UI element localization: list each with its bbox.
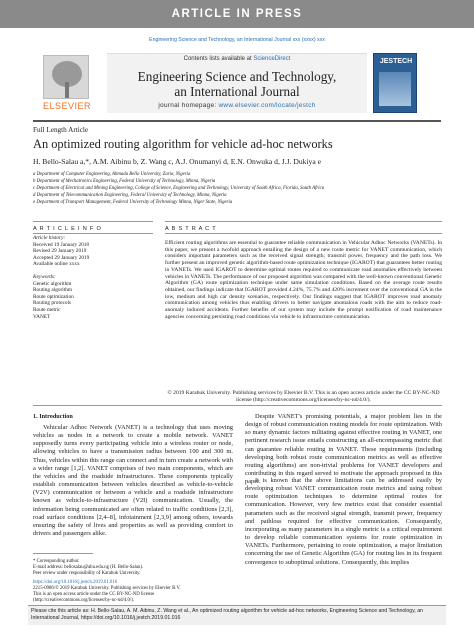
history-label: Article history:: [33, 235, 66, 241]
journal-title: [107, 69, 367, 99]
journal-title-line2: an International Journal: [174, 84, 300, 99]
info-mid-rule: [33, 233, 153, 234]
masthead-divider: [33, 120, 441, 122]
journal-cover-image: [373, 53, 417, 113]
article-in-press-banner: ARTICLE IN PRESS: [0, 0, 474, 28]
history-revised: Revised 29 January 2019: [33, 248, 87, 255]
license-line: This is an open access article under the CC BY-NC-ND license (http://creativecommons.org/licenses/by-nc-nd/4.0/).: [33, 592, 155, 603]
history-accepted: Accepted 29 January 2019: [33, 254, 90, 261]
intro-left-paragraph: Vehicular Adhoc Network (VANET) is a technology that uses moving vehicles as nodes in a network to create a mobile network. VANET supposedly turns every participating vehicle into a wireless router or node, allowing vehicles to have a transmission radius between 100 and 300 m. Thus, vehicles within this range can connect and in turn create a network with a wider range [1,2]. VANET comprises of two main components, which are the vehicles and the roadside infrastructures. These components typically establish communication between vehicles described as vehicle-to-vehicle (V2V) communication or between a vehicle and a roadside infrastructure known as vehicle-to-infrastructure (V2I) communication. Usually, the information being communicated are often related to traffic conditions [2,3], road surface conditions [2,4–8], infotainment [2,3,9] among others, towards ensuring the safety of lives and properties as well as providing comfort to drivers and passengers alike.: [33, 424, 233, 538]
journal-homepage: [107, 102, 367, 109]
corresponding-author: * Corresponding author.: [33, 559, 80, 564]
abstract-mid-rule: [165, 233, 442, 234]
affiliation-d: d Department of Telecommunication Engineering, Federal University of Technology, Minna, Nigeria: [33, 193, 227, 198]
doi-link[interactable]: https://doi.org/10.1016/j.jestch.2019.01.016: [33, 580, 118, 585]
cover-label: JESTECH: [379, 58, 413, 65]
keyword: Route metric: [33, 306, 61, 313]
abstract-top-rule: [165, 221, 442, 222]
affiliation-a: a Department of Computer Engineering, Ahmadu Bello University, Zaria, Nigeria: [33, 172, 191, 177]
abstract-bottom-rule: [33, 405, 442, 406]
journal-masthead: [33, 53, 441, 120]
keyword: Genetic algorithm: [33, 280, 72, 287]
history-online: Available online xxxx: [33, 261, 80, 268]
intro-heading: 1. Introduction: [33, 413, 73, 420]
abstract-heading: A B S T R A C T: [165, 226, 217, 232]
author-list: H. Bello-Salau a,*, A.M. Aibinu b, Z. Wang c, A.J. Onumanyi d, E.N. Onwuka d, J.J. Dukiya e: [33, 157, 321, 166]
elsevier-tree-icon: [43, 55, 89, 99]
article-info: [33, 235, 153, 320]
journal-title-block: [107, 53, 367, 113]
cover-artwork: [379, 72, 411, 106]
contents-line: [107, 56, 367, 62]
citation-box: Please cite this article as: H. Bello-Salau, A. M. Aibinu, Z. Wang et al., An optimized routing algorithm for vehicle ad-hoc networks, Engineering Science and Technology, an International Journal, https://doi.org/10.1016/j.jestch.2019.01.016: [28, 605, 446, 625]
issn-line: 2215-0986/© 2019 Karabuk University. Publishing services by Elsevier B.V.: [33, 586, 181, 591]
info-top-rule: [33, 221, 153, 222]
article-title: An optimized routing algorithm for vehicle ad-hoc networks: [33, 137, 333, 151]
abstract-copyright: © 2019 Karabuk University. Publishing services by Elsevier B.V. This is an open access article under the CC BY-NC-ND license (http://creativecommons.org/licenses/by-nc-nd/4.0/).: [167, 390, 440, 403]
keyword: Routing protocols: [33, 300, 72, 307]
affiliation-b: b Department of Mechatronics Engineering, Federal University of Technology, Minna, Nigeria: [33, 179, 216, 184]
peer-review-note: Peer review under responsibility of Karabuk University.: [33, 571, 141, 576]
abstract-text: Efficient routing algorithms are essential to guarantee reliable communication in Vehicular Adhoc Networks (VANETs). In this paper, we present a twofold approach entailing the design of a new route metric for VANET communication, which considers important parameters such as the received signal strength; transmit power, frequency and the path loss. We further present an improved genetic algorithm-based route optimization technique (IGAROT) that guarantees better routing in VANETs. We used IGAROT to determine optimal routes required to communicate road anomalies effectively between vehicles in VANETs. The performance of our proposed algorithm was compared with the well-known conventional Genetic Algorithm (GA) route optimization technique under same simulation conditions. Based on the average route results obtained, our findings indicate that IGAROT provided 4.24%, 75.7% and 420% increment over the conventional GA in the low, medium and high car density scenarios, respectively. Our findings suggest that IGAROT improves road anomaly communication among vehicles thus enabling drivers to better navigate anomalous roads with the aim to reduce road-anomaly induced accidents. Further benefits of our system may include the prompt notification of road maintenance agencies concerning persisting road conditions via vehicle to infrastructure communication.: [165, 240, 442, 320]
publisher-name: ELSEVIER: [42, 101, 92, 111]
keyword: Routing algorithm: [33, 287, 72, 294]
intro-right-paragraph-2: It is known that the above limitations can be addressed easily by developing robust VANET communication route metrics and using robust route optimization techniques to determine optimal routes for communication. However, very few metrics exist that consider essential parameters such as the received signal strength, transmit power, frequency and pathloss required for effective communication. Consequently, incorporating as many parameters in a single metric is a critical requirement to develop reliable communication systems for route optimization in VANETs. Furthermore, pertaining to route optimization, a major limitation concerning the use of Genetic Algorithm (GA) for routing lies in its frequent convergence to suboptimal solutions. Consequently, this implies: [245, 477, 442, 566]
article-type: Full Length Article: [33, 126, 89, 134]
sciencedirect-link[interactable]: ScienceDirect: [253, 56, 291, 62]
journal-title-line1: Engineering Science and Technology,: [137, 69, 337, 84]
journal-citation-link[interactable]: Engineering Science and Technology, an International Journal xxx (xxxx) xxx: [149, 37, 325, 43]
affiliations: [33, 171, 413, 206]
footnotes: [33, 559, 233, 604]
author-email: E-mail address: bellosalau@abu.edu.ng (H. Bello-Salau).: [33, 565, 144, 570]
history-received: Received 19 January 2018: [33, 241, 90, 248]
intro-right-paragraph-1: Despite VANET's promising potentials, a major problem lies in the design of robust communication routing models for route optimization. With so many dynamic factors militating against effective routing in VANET, one pertinent research issue entails constructing an all-encompassing metric that can guarantee reliable routing in VANET. These requirements (including developing both robust route communication metrics as well as effective routing algorithms) are non-trivial problems for VANET developers and contributing in this regard served to motivate the approach proposed in this paper.: [245, 413, 442, 486]
affiliation-e: e Department of Transport Management, Federal University of Technology Minna, Niger State, Nigeria: [33, 200, 233, 205]
footnote-rule: [33, 553, 93, 554]
homepage-link[interactable]: www.elsevier.com/locate/jestch: [218, 102, 316, 109]
article-info-heading: A R T I C L E I N F O: [33, 226, 102, 232]
keywords-label: Keywords:: [33, 273, 56, 280]
affiliation-c: c Department of Electrical and Mining Engineering, College of Science, Engineering and Technology, University of South Africa, Florida, South Africa: [33, 186, 325, 191]
keyword: VANET: [33, 313, 51, 320]
homepage-prefix: journal homepage:: [158, 102, 219, 109]
elsevier-logo: [33, 53, 101, 113]
keyword: Route optimization: [33, 293, 74, 300]
contents-prefix: Contents lists available at: [183, 56, 254, 62]
